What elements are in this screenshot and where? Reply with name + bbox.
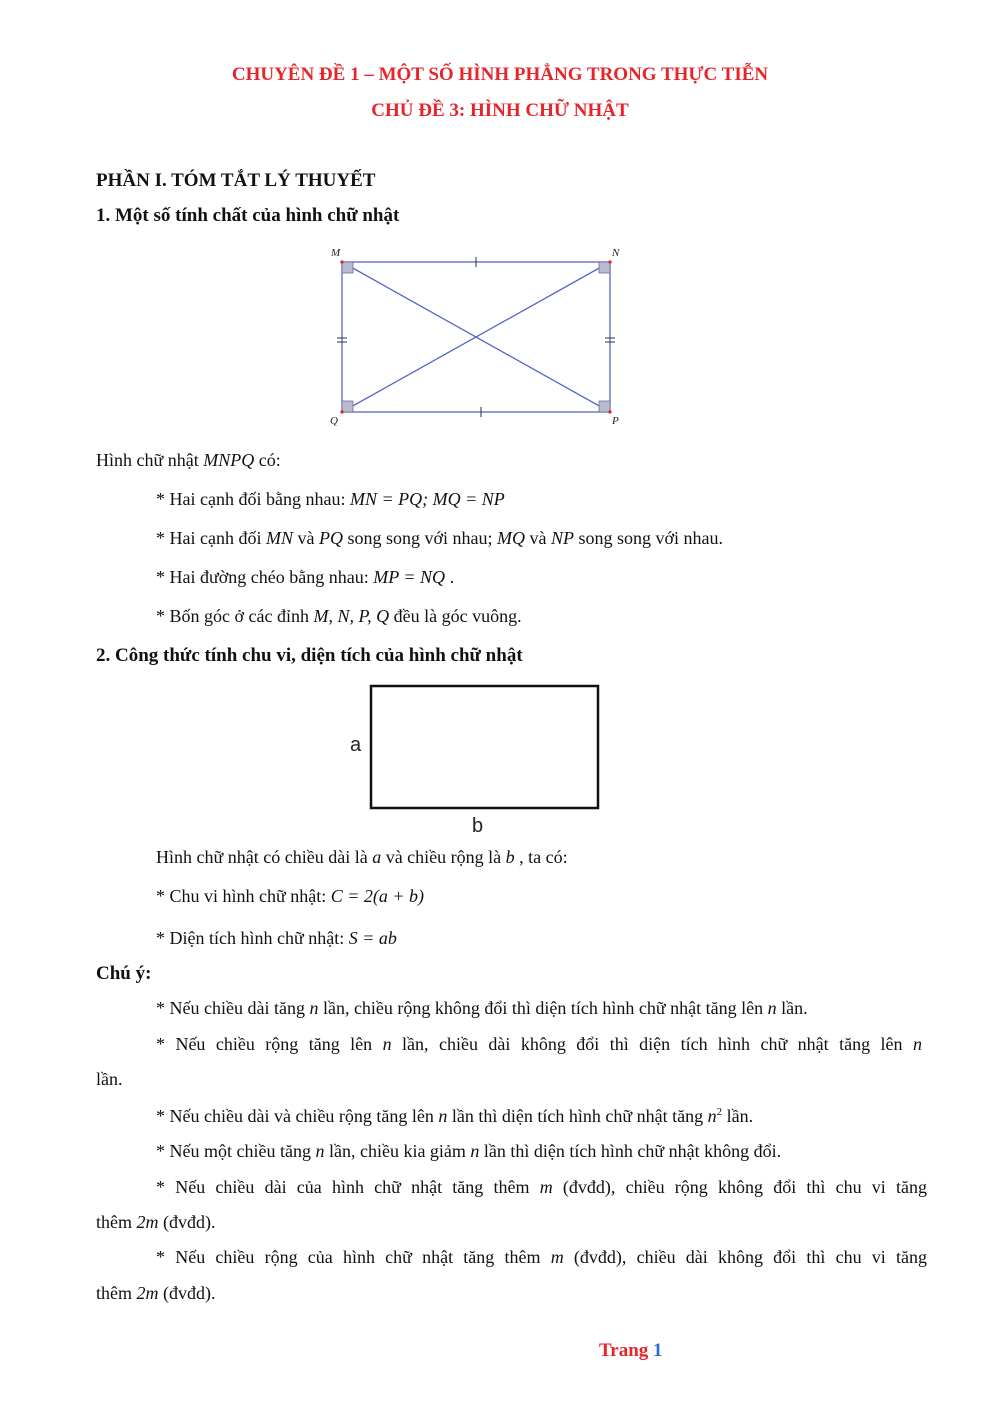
topic-title: CHỦ ĐỀ 3: HÌNH CHỮ NHẬT bbox=[371, 100, 629, 121]
subsection-heading-formulas: 2. Công thức tính chu vi, diện tích của hình chữ nhật bbox=[96, 645, 523, 666]
vertex-label-m: M bbox=[331, 247, 341, 259]
rectangle-mnpq-figure bbox=[320, 240, 640, 435]
property-opposite-sides-equal: * Hai cạnh đối bằng nhau: MN = PQ; MQ = NP bbox=[156, 489, 505, 509]
formulas-intro: Hình chữ nhật có chiều dài là a và chiều rộng là b , ta có: bbox=[156, 847, 568, 867]
subsection-heading-properties: 1. Một số tính chất của hình chữ nhật bbox=[96, 205, 400, 226]
note-item: * Nếu chiều dài của hình chữ nhật tăng thêm m (đvđd), chiều rộng không đổi thì chu vi tăng bbox=[156, 1177, 927, 1197]
math-expression: MN = PQ; MQ = NP bbox=[349, 489, 505, 509]
right-angle-marker-m bbox=[342, 262, 353, 273]
properties-intro: Hình chữ nhật MNPQ có: bbox=[96, 450, 281, 470]
vertex-label-n: N bbox=[612, 247, 620, 259]
note-item: * Nếu chiều rộng tăng lên n lần, chiều dài không đổi thì diện tích hình chữ nhật tăng lên n bbox=[156, 1034, 922, 1054]
side-label-a: a bbox=[350, 734, 362, 756]
rectangle-ab-figure bbox=[340, 675, 620, 840]
property-right-angles: * Bốn góc ở các đỉnh M, N, P, Q đều là góc vuông. bbox=[156, 606, 522, 626]
section-heading: PHẦN I. TÓM TẮT LÝ THUYẾT bbox=[96, 170, 376, 191]
perimeter-formula: * Chu vi hình chữ nhật: C = 2(a + b) bbox=[156, 886, 425, 906]
document-title: CHUYÊN ĐỀ 1 – MỘT SỐ HÌNH PHẲNG TRONG THỰC TIỄN bbox=[231, 64, 769, 85]
note-item: * Nếu chiều dài tăng n lần, chiều rộng không đổi thì diện tích hình chữ nhật tăng lên n lần. bbox=[156, 998, 808, 1018]
note-item: * Nếu một chiều tăng n lần, chiều kia giảm n lần thì diện tích hình chữ nhật không đổi. bbox=[156, 1141, 782, 1161]
side-label-b: b bbox=[472, 815, 484, 837]
property-diagonals-equal: * Hai đường chéo bằng nhau: MP = NQ . bbox=[156, 567, 455, 587]
right-angle-marker-n bbox=[599, 262, 610, 273]
note-item-continuation: thêm 2m (đvđd). bbox=[96, 1212, 216, 1232]
note-item: * Nếu chiều dài và chiều rộng tăng lên n lần thì diện tích hình chữ nhật tăng $n^2$ lần. bbox=[156, 1106, 754, 1126]
right-angle-marker-q bbox=[342, 401, 353, 412]
right-angle-marker-p bbox=[599, 401, 610, 412]
note-item-continuation: thêm 2m (đvđd). bbox=[96, 1283, 216, 1303]
notes-heading: Chú ý: bbox=[96, 963, 152, 984]
note-item: * Nếu chiều rộng của hình chữ nhật tăng thêm m (đvđd), chiều dài không đổi thì chu vi tăng bbox=[156, 1247, 927, 1267]
rectangle-name: MNPQ bbox=[203, 450, 255, 470]
property-opposite-sides-parallel: * Hai cạnh đối MN và PQ song song với nhau; MQ và NP song song với nhau. bbox=[156, 528, 724, 548]
rectangle-outline bbox=[371, 686, 598, 808]
area-formula: * Diện tích hình chữ nhật: S = ab bbox=[156, 928, 397, 948]
vertex-label-q: Q bbox=[330, 415, 338, 427]
note-item-continuation: lần. bbox=[96, 1069, 123, 1089]
vertex-label-p: P bbox=[612, 415, 619, 427]
page-number: Trang 1 bbox=[599, 1340, 663, 1361]
